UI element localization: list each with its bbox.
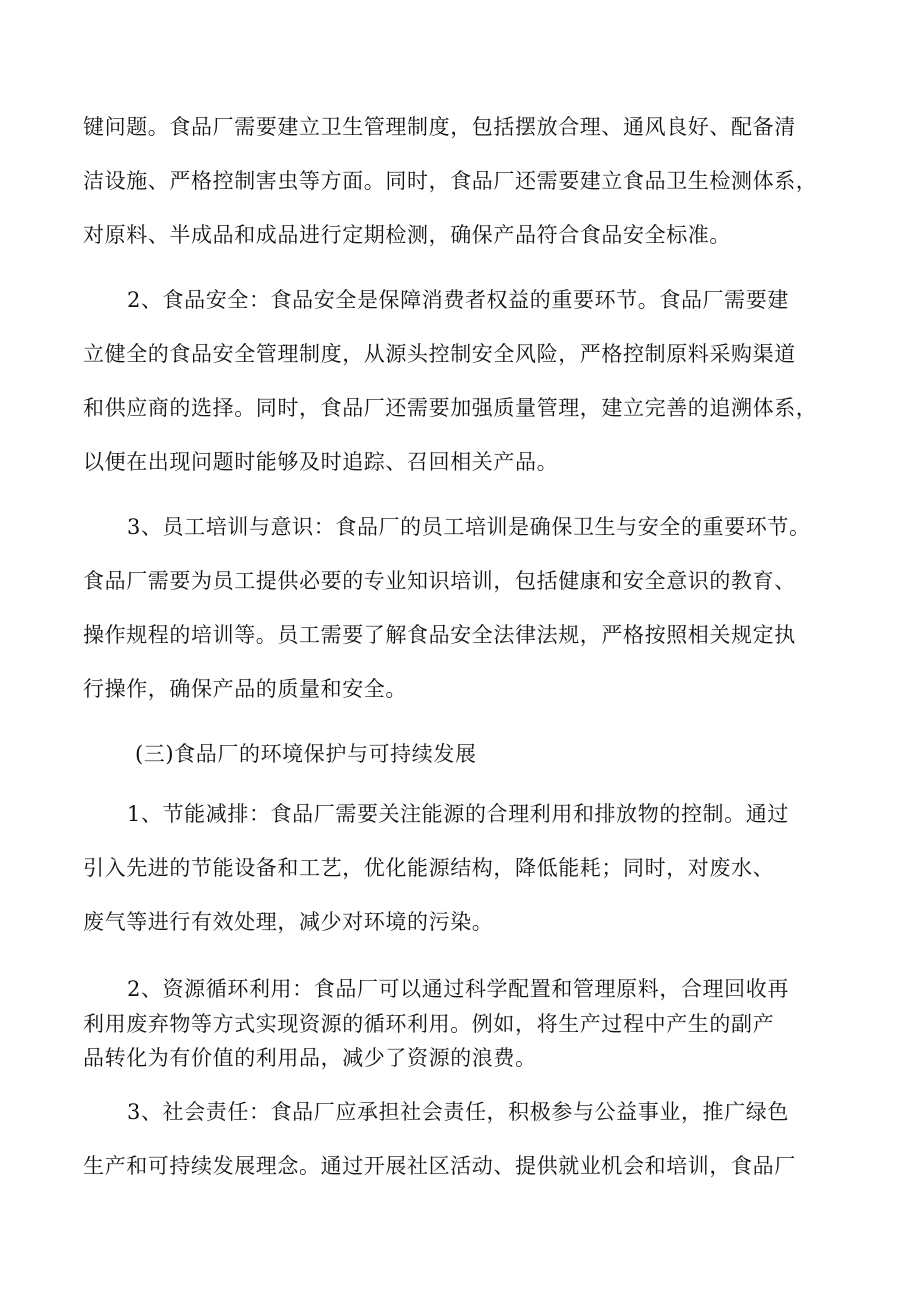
text-line: 1、节能减排：食品厂需要关注能源的合理利用和排放物的控制。通过	[127, 802, 789, 826]
text-line: 操作规程的培训等。员工需要了解食品安全法律法规，严格按照相关规定执	[83, 623, 796, 647]
text-line: 废气等进行有效处理，减少对环境的污染。	[83, 910, 494, 934]
text-line: 2、食品安全：食品安全是保障消费者权益的重要环节。食品厂需要建	[127, 288, 789, 312]
text-line: 利用废弃物等方式实现资源的循环利用。例如，将生产过程中产生的副产	[83, 1012, 775, 1036]
text-line: 以便在出现问题时能够及时追踪、召回相关产品。	[83, 450, 559, 474]
text-line: 品转化为有价值的利用品，减少了资源的浪费。	[83, 1046, 537, 1070]
text-line: 对原料、半成品和成品进行定期检测，确保产品符合食品安全标准。	[83, 223, 731, 247]
text-line: 3、员工培训与意识：食品厂的员工培训是确保卫生与安全的重要环节。	[127, 515, 811, 539]
text-line: 食品厂需要为员工提供必要的专业知识培训，包括健康和安全意识的教育、	[83, 569, 796, 593]
text-line: 2、资源循环利用：食品厂可以通过科学配置和管理原料，合理回收再	[127, 977, 789, 1001]
text-line: 3、社会责任：食品厂应承担社会责任，积极参与公益事业，推广绿色	[127, 1100, 789, 1124]
text-line: 和供应商的选择。同时，食品厂还需要加强质量管理，建立完善的追溯体系，	[83, 396, 818, 420]
text-line: 引入先进的节能设备和工艺，优化能源结构，降低能耗；同时，对废水、	[83, 856, 775, 880]
text-line: 行操作，确保产品的质量和安全。	[83, 677, 407, 701]
heading-text: (三)食品厂的环境保护与可持续发展	[135, 742, 477, 766]
text-line: 立健全的食品安全管理制度，从源头控制安全风险，严格控制原料采购渠道	[83, 342, 796, 366]
text-line: 洁设施、严格控制害虫等方面。同时，食品厂还需要建立食品卫生检测体系，	[83, 169, 818, 193]
text-line: 生产和可持续发展理念。通过开展社区活动、提供就业机会和培训，食品厂	[83, 1154, 796, 1178]
text-line: 键问题。食品厂需要建立卫生管理制度，包括摆放合理、通风良好、配备清	[83, 115, 796, 139]
